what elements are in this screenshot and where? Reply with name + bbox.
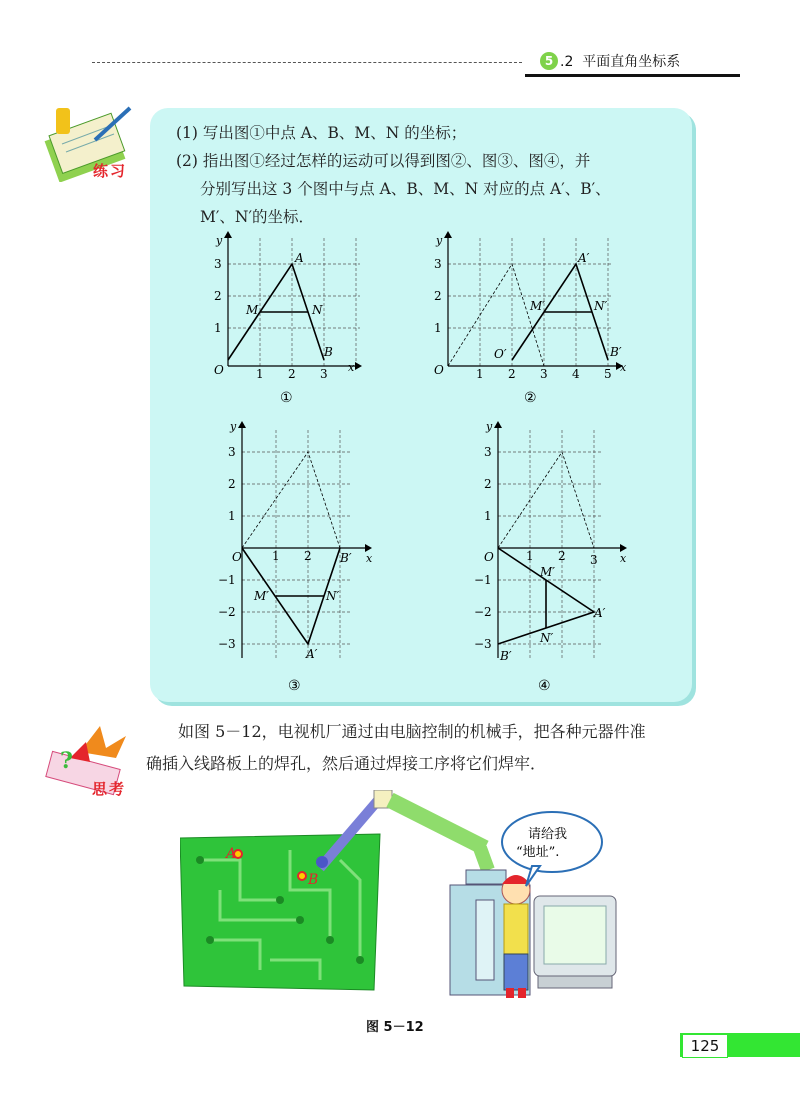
fig4-xtick-2: 2 xyxy=(558,549,566,563)
fig1-label: ① xyxy=(280,390,293,406)
fig2-point-a: A′ xyxy=(578,251,590,265)
figure-4 xyxy=(470,418,650,698)
fig1-point-a: A xyxy=(295,251,304,265)
fig4-axis-y: y xyxy=(486,420,493,433)
section-title: .2 平面直角坐标系 xyxy=(560,54,681,70)
practice-label: 练习 xyxy=(93,162,128,180)
fig2-xtick-5: 5 xyxy=(604,367,612,381)
think-text-line-1: 如图 5－12，电视机厂通过由电脑控制的机械手，把各种元器件准 xyxy=(178,722,646,741)
section-number-badge: 5 xyxy=(540,52,558,70)
fig2-point-n: N′ xyxy=(594,299,608,313)
fig3-ytick-neg2: −2 xyxy=(218,605,236,619)
fig1-xtick-3: 3 xyxy=(320,367,328,381)
fig2-axis-y: y xyxy=(436,234,443,247)
header-rule xyxy=(92,62,522,63)
figure-caption: 图 5－12 xyxy=(366,1020,424,1035)
illus-point-b: B xyxy=(308,872,319,888)
fig2-ytick-3: 3 xyxy=(434,257,442,271)
fig1-point-n: N xyxy=(312,303,323,317)
fig3-point-a: A′ xyxy=(306,647,318,661)
question-2-line-2: 分别写出这 3 个图中与点 A、B、M、N 对应的点 A′、B′、 xyxy=(200,180,611,198)
figure-3 xyxy=(210,418,390,698)
fig2-xtick-4: 4 xyxy=(572,367,580,381)
fig3-axis-y: y xyxy=(230,420,237,433)
question-2-line-3: M′、N′的坐标． xyxy=(200,208,314,226)
fig2-axis-x: x xyxy=(620,361,627,374)
speech-line-2: “地址”. xyxy=(516,845,560,860)
fig3-ytick-neg1: −1 xyxy=(218,573,236,587)
fig2-ytick-1: 1 xyxy=(434,321,442,335)
think-label: 思考 xyxy=(92,780,127,798)
think-text-line-2: 确插入线路板上的焊孔，然后通过焊接工序将它们焊牢． xyxy=(146,754,547,773)
fig2-xtick-2: 2 xyxy=(508,367,516,381)
fig2-xtick-3: 3 xyxy=(540,367,548,381)
speech-line-1: 请给我 xyxy=(528,827,568,842)
fig3-ytick-1: 1 xyxy=(228,509,236,523)
fig2-origin: O xyxy=(434,363,444,377)
fig4-point-b: B′ xyxy=(500,649,512,663)
fig4-ytick-1: 1 xyxy=(484,509,492,523)
fig1-ytick-3: 3 xyxy=(214,257,222,271)
fig3-xtick-2: 2 xyxy=(304,549,312,563)
fig1-axis-x: x xyxy=(348,361,355,374)
fig4-ytick-neg3: −3 xyxy=(474,637,492,651)
fig4-axis-x: x xyxy=(620,552,627,565)
speech-bubble xyxy=(502,812,602,872)
fig3-point-b: B′ xyxy=(340,551,352,565)
fig1-point-b: B xyxy=(324,345,333,359)
circuit-board xyxy=(180,834,380,990)
fig4-ytick-neg1: −1 xyxy=(474,573,492,587)
fig4-xtick-1: 1 xyxy=(526,549,534,563)
illus-point-a: A xyxy=(226,846,237,862)
fig4-ytick-2: 2 xyxy=(484,477,492,491)
fig2-label: ② xyxy=(524,390,537,406)
fig3-ytick-3: 3 xyxy=(228,445,236,459)
fig4-origin: O xyxy=(484,550,494,564)
question-2-line-1: (2) 指出图①经过怎样的运动可以得到图②、图③、图④，并 xyxy=(176,152,591,170)
fig2-xtick-1: 1 xyxy=(476,367,484,381)
page-number: 125 xyxy=(682,1034,728,1058)
figure-2 xyxy=(420,228,640,408)
fig3-point-n: N′ xyxy=(326,589,340,603)
hole-b xyxy=(298,872,306,880)
fig1-point-m: M xyxy=(246,303,259,317)
fig4-xtick-3: 3 xyxy=(590,553,598,567)
fig2-ytick-2: 2 xyxy=(434,289,442,303)
fig4-point-a: A′ xyxy=(594,606,606,620)
fig3-ytick-neg3: −3 xyxy=(218,637,236,651)
fig4-point-m: M′ xyxy=(540,565,556,579)
fig2-origin-prime: O′ xyxy=(494,347,507,361)
question-1: (1) 写出图①中点 A、B、M、N 的坐标； xyxy=(176,124,467,142)
fig3-xtick-1: 1 xyxy=(272,549,280,563)
fig4-ytick-3: 3 xyxy=(484,445,492,459)
svg-text:?: ? xyxy=(60,748,73,774)
fig4-point-n: N′ xyxy=(540,631,554,645)
fig3-axis-x: x xyxy=(366,552,373,565)
fig1-ytick-2: 2 xyxy=(214,289,222,303)
fig1-origin: O xyxy=(214,363,224,377)
fig4-label: ④ xyxy=(538,678,551,694)
fig4-ytick-neg2: −2 xyxy=(474,605,492,619)
fig2-point-m: M′ xyxy=(530,299,546,313)
fig3-label: ③ xyxy=(288,678,301,694)
fig3-point-m: M′ xyxy=(254,589,270,603)
fig3-origin: O xyxy=(232,550,242,564)
robot-arm-illustration xyxy=(180,790,620,1005)
figure-1 xyxy=(200,228,370,408)
fig1-axis-y: y xyxy=(216,234,223,247)
fig1-xtick-2: 2 xyxy=(288,367,296,381)
fig1-xtick-1: 1 xyxy=(256,367,264,381)
fig2-point-b: B′ xyxy=(610,345,622,359)
fig1-ytick-1: 1 xyxy=(214,321,222,335)
fig3-ytick-2: 2 xyxy=(228,477,236,491)
